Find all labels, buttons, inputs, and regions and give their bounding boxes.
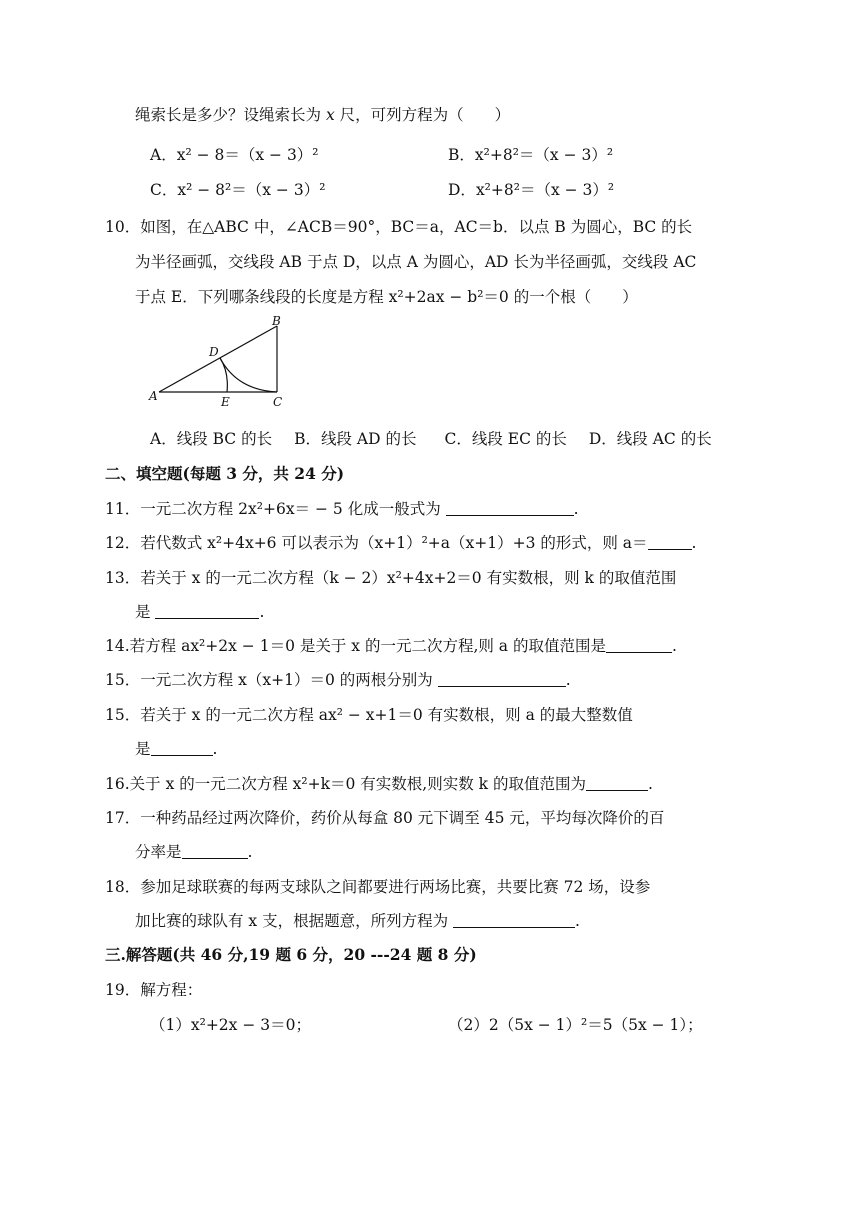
- q10-line3: 于点 E．下列哪条线段的长度是方程 x²+2ax − b²＝0 的一个根（ ）: [135, 288, 638, 306]
- q15b-end: .: [212, 740, 218, 758]
- q14-answer-blank[interactable]: [606, 638, 672, 653]
- q19-title: 19．解方程：: [105, 981, 203, 999]
- q16: [105, 772, 653, 794]
- q9-option-d-label: D．: [448, 181, 476, 199]
- q14-end: .: [671, 637, 677, 655]
- q10-option-d[interactable]: D．线段 AC 的长: [588, 430, 712, 448]
- q9-option-d[interactable]: [448, 178, 614, 200]
- q15b-line1: 15．若关于 x 的一元二次方程 ax² − x+1＝0 有实数根，则 a 的最大整数值: [105, 706, 633, 724]
- q15a: [105, 668, 571, 690]
- q16-text: 16.关于 x 的一元二次方程 x²+k＝0 有实数根,则实数 k 的取值范围为: [105, 775, 586, 793]
- triangle-figure: [145, 312, 295, 412]
- q14: [105, 634, 677, 656]
- q17-line2: [135, 840, 252, 862]
- label-a: A: [149, 389, 158, 403]
- section2-title: 二、填空题(每题 3 分，共 24 分): [105, 464, 345, 483]
- q15b-line2: [135, 737, 217, 759]
- label-d: D: [209, 345, 219, 359]
- q18-line2-text: 加比赛的球队有 x 支，根据题意，所列方程为: [135, 912, 449, 930]
- q18-line2: [135, 909, 580, 931]
- q12-answer-blank[interactable]: [648, 535, 692, 550]
- q11-answer-blank[interactable]: [446, 501, 574, 516]
- q10-options: [150, 427, 712, 449]
- q9-option-b-label: B．: [448, 146, 475, 164]
- q19-part2: （2）2（5x − 1）²＝5（5x − 1）；: [448, 1016, 703, 1034]
- q17-end: .: [247, 843, 253, 861]
- q13-line1: 13．若关于 x 的一元二次方程（k − 2）x²+4x+2＝0 有实数根，则 k 的取值范围: [105, 569, 677, 587]
- q9-var: x: [325, 106, 335, 124]
- q14-text: 14.若方程 ax²+2x − 1＝0 是关于 x 的一元二次方程,则 a 的取值范围是: [105, 637, 606, 655]
- q9-option-c-label: C．: [150, 181, 178, 199]
- q9-option-c[interactable]: [150, 178, 325, 200]
- q10-option-a[interactable]: A．线段 BC 的长: [150, 430, 273, 448]
- q10-line2: 为半径画弧，交线段 AB 于点 D，以点 A 为圆心，AD 长为半径画弧，交线段 AC: [135, 253, 697, 271]
- q12-end: .: [691, 534, 697, 552]
- q17-line1: 17．一种药品经过两次降价，药价从每盒 80 元下调至 45 元，平均每次降价的百: [105, 809, 665, 827]
- q10-number: 10．: [105, 218, 141, 236]
- segment-ab: [159, 326, 277, 392]
- section3-title: 三.解答题(共 46 分,19 题 6 分，20 ---24 题 8 分): [105, 945, 477, 964]
- q15b-answer-blank[interactable]: [151, 741, 213, 756]
- q9-tail: 绳索长是多少？设绳索长为: [135, 106, 322, 124]
- q10-line1-text: 如图，在△ABC 中，∠ACB＝90°，BC＝a，AC＝b．以点 B 为圆心，BC 的长: [140, 218, 693, 236]
- q12: [105, 531, 696, 553]
- label-e: E: [221, 395, 230, 409]
- label-c: C: [273, 395, 283, 409]
- q11-end: .: [573, 500, 579, 518]
- q17-answer-blank[interactable]: [182, 844, 248, 859]
- q13-answer-blank[interactable]: [155, 604, 259, 619]
- q16-end: .: [647, 775, 653, 793]
- q9-option-d-math: x²+8²＝（x − 3）²: [475, 181, 615, 199]
- q9-option-c-math: x² − 8²＝（x − 3）²: [177, 181, 326, 199]
- q13-line2-text: 是: [135, 603, 151, 621]
- label-b: B: [272, 314, 281, 328]
- q12-text: 12．若代数式 x²+4x+6 可以表示为（x+1）²+a（x+1）+3 的形式，则 a＝: [105, 534, 648, 552]
- q15a-text: 15．一元二次方程 x（x+1）＝0 的两根分别为: [105, 671, 433, 689]
- q9-option-b[interactable]: [448, 143, 613, 165]
- q11-text: 11．一元二次方程 2x²+6x＝ − 5 化成一般式为: [105, 500, 441, 518]
- q9-option-a-label: A．: [150, 146, 177, 164]
- q11: [105, 497, 579, 519]
- q18-end: .: [575, 912, 580, 930]
- q16-answer-blank[interactable]: [586, 776, 648, 791]
- q15a-answer-blank[interactable]: [438, 672, 566, 687]
- q10-line1: [105, 215, 692, 237]
- q9-option-a[interactable]: [150, 143, 319, 165]
- q17-line2-text: 分率是: [135, 843, 182, 861]
- q18-line1: 18．参加足球联赛的每两支球队之间都要进行两场比赛，共要比赛 72 场，设参: [105, 878, 651, 896]
- q9-text: [135, 103, 510, 125]
- q10-option-b[interactable]: B．线段 AD 的长: [294, 430, 417, 448]
- arc-dc: [220, 358, 277, 392]
- q10-option-c[interactable]: C．线段 EC 的长: [444, 430, 567, 448]
- q9-option-a-math: x² − 8＝（x − 3）²: [176, 146, 319, 164]
- q13-end: .: [259, 603, 265, 621]
- q15b-line2-text: 是: [135, 740, 151, 758]
- q15a-end: .: [565, 671, 571, 689]
- q9-option-b-math: x²+8²＝（x − 3）²: [474, 146, 614, 164]
- q18-answer-blank[interactable]: [453, 913, 575, 928]
- q9-tail2: 尺，可列方程为（ ）: [339, 106, 511, 124]
- q19-part1: （1）x²+2x − 3＝0；: [150, 1016, 311, 1034]
- q13-line2: [135, 600, 264, 622]
